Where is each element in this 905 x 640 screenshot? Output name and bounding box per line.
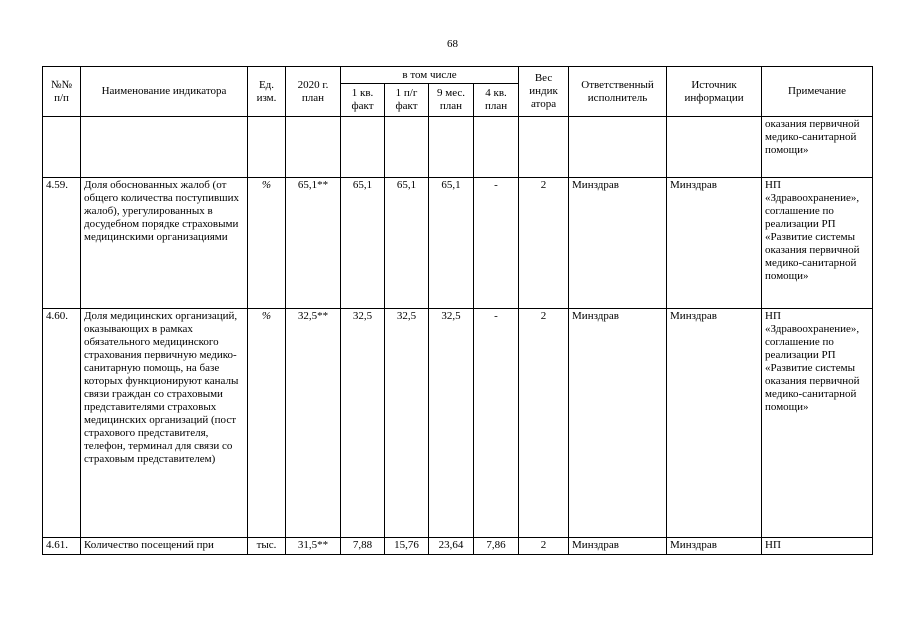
header-note: Примечание xyxy=(762,67,873,117)
header-q1-fact: 1 кв. факт xyxy=(341,84,385,117)
header-num: №№ п/п xyxy=(43,67,81,117)
row-9m-plan: 32,5 xyxy=(429,309,474,538)
page-number: 68 xyxy=(447,38,458,50)
row-note: НП «Здравоохранение», соглашение по реализации РП «Развитие системы оказания первичной медико-санитарной помощи» xyxy=(762,178,873,309)
note-cell: оказания первичной медико-санитарной помощи» xyxy=(762,117,873,178)
header-source: Источник информации xyxy=(667,67,762,117)
header-q4-plan: 4 кв. план xyxy=(474,84,519,117)
table-row-continuation xyxy=(43,117,873,178)
header-h1-fact: 1 п/г факт xyxy=(385,84,429,117)
row-note: НП «Здравоохранение», соглашение по реализации РП «Развитие системы оказания первичной медико-санитарной помощи» xyxy=(762,309,873,538)
table-row xyxy=(43,309,873,538)
row-name: Количество посещений при xyxy=(81,538,248,555)
row-num: 4.59. xyxy=(43,178,81,309)
row-source: Минздрав xyxy=(667,309,762,538)
row-plan-2020: 32,5** xyxy=(286,309,341,538)
header-unit: Ед. изм. xyxy=(248,67,286,117)
row-note: НП xyxy=(762,538,873,555)
table-row xyxy=(43,178,873,309)
row-q1-fact: 32,5 xyxy=(341,309,385,538)
row-weight: 2 xyxy=(519,309,569,538)
row-q4-plan: 7,86 xyxy=(474,538,519,555)
row-plan-2020: 31,5** xyxy=(286,538,341,555)
header-responsible: Ответственный исполнитель xyxy=(569,67,667,117)
row-source: Минздрав xyxy=(667,538,762,555)
row-name: Доля обоснованных жалоб (от общего количества поступивших жалоб), урегулированных в досудебном порядке страховыми медицинскими организациями xyxy=(81,178,248,309)
row-responsible: Минздрав xyxy=(569,538,667,555)
row-h1-fact: 32,5 xyxy=(385,309,429,538)
row-responsible: Минздрав xyxy=(569,309,667,538)
row-unit: % xyxy=(248,309,286,538)
row-name: Доля медицинских организаций, оказывающих в рамках обязательного медицинского страхования первичную медико-санитарную помощь, на базе которых функционируют каналы связи граждан со страховыми представителями страховых медицинских организаций (пост страхового представителя, телефон, терминал для связи со страховым представителем) xyxy=(81,309,248,538)
row-q1-fact: 65,1 xyxy=(341,178,385,309)
row-q4-plan: - xyxy=(474,309,519,538)
row-responsible: Минздрав xyxy=(569,178,667,309)
header-9m-plan: 9 мес. план xyxy=(429,84,474,117)
table-row xyxy=(43,538,873,555)
row-source: Минздрав xyxy=(667,178,762,309)
row-q4-plan: - xyxy=(474,178,519,309)
row-num: 4.60. xyxy=(43,309,81,538)
row-q1-fact: 7,88 xyxy=(341,538,385,555)
indicators-table xyxy=(42,66,873,555)
table-header xyxy=(43,67,873,117)
row-weight: 2 xyxy=(519,178,569,309)
header-plan-2020: 2020 г. план xyxy=(286,67,341,117)
header-name: Наименование индикатора xyxy=(81,67,248,117)
row-num: 4.61. xyxy=(43,538,81,555)
row-plan-2020: 65,1** xyxy=(286,178,341,309)
row-unit: % xyxy=(248,178,286,309)
row-h1-fact: 65,1 xyxy=(385,178,429,309)
row-h1-fact: 15,76 xyxy=(385,538,429,555)
header-including: в том числе xyxy=(341,67,519,84)
header-weight: Вес индик атора xyxy=(519,67,569,117)
row-9m-plan: 65,1 xyxy=(429,178,474,309)
row-unit: тыс. xyxy=(248,538,286,555)
row-9m-plan: 23,64 xyxy=(429,538,474,555)
row-weight: 2 xyxy=(519,538,569,555)
